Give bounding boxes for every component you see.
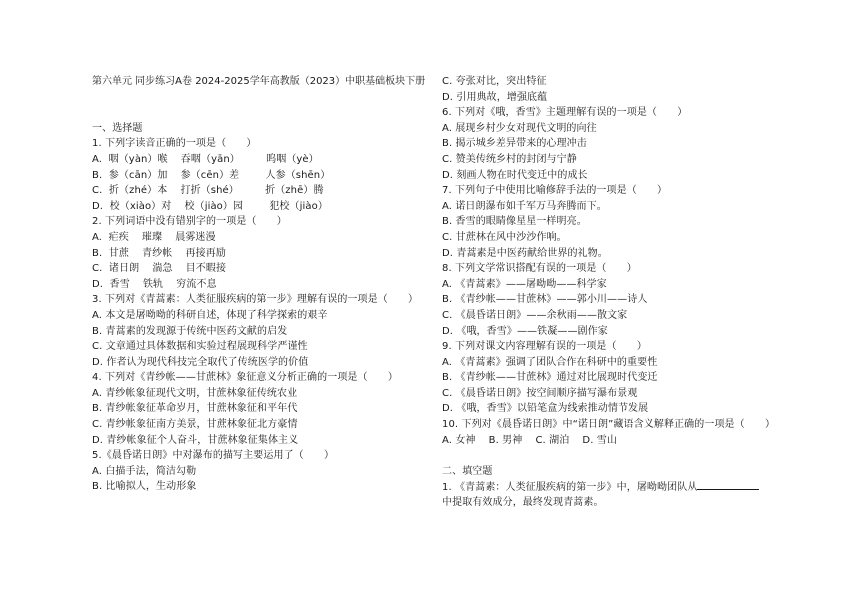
question-stem: 3. 下列对《青蒿素：人类征服疾病的第一步》理解有误的一项是（ ） [92, 294, 419, 306]
answer-option: A. 疟疾 璀璨 晨雾迷漫 [92, 231, 216, 243]
question-stem: 8. 下列文学常识搭配有误的一项是（ ） [442, 263, 637, 275]
fill-blank-text: 1. 《青蒿素：人类征服疾病的第一步》中，屠呦呦团队从 [442, 482, 698, 494]
answer-option: B. 青蒿素的发现源于传统中医药文献的启发 [92, 325, 288, 337]
answer-option: A. 白描手法，简洁勾勒 [92, 465, 197, 477]
answer-option: D. 作者认为现代科技完全取代了传统医学的价值 [92, 356, 309, 368]
left-column [92, 74, 430, 495]
answer-option: D. 《哦，香雪》——铁凝——剧作家 [442, 325, 608, 337]
answer-option: A. 青纱帐象征现代文明，甘蔗林象征传统农业 [92, 387, 298, 399]
answer-option: B. 香雪的眼睛像星星一样明亮。 [442, 216, 587, 228]
answer-option: C. 夸张对比，突出特征 [442, 76, 547, 87]
answer-option: D. 刻画人物在时代变迁中的成长 [442, 169, 588, 181]
answer-option: A. 《青蒿素》——屠呦呦——科学家 [442, 278, 607, 290]
question-stem: 9. 下列对课文内容理解有误的一项是（ ） [442, 341, 647, 353]
question-stem: 5.《晨昏诺日朗》中对瀑布的描写主要运用了（ ） [92, 450, 335, 462]
answer-option: B. 比喻拟人，生动形象 [92, 481, 197, 493]
answer-option: C. 折（zhé）本 打折（shé） 折（zhē）腾 [92, 185, 324, 197]
answer-option: B. 揭示城乡差异带来的心理冲击 [442, 138, 587, 150]
answer-option: B. 参（cān）加 参（cēn）差 人参（shēn） [92, 169, 331, 181]
question-stem: 1. 下列字读音正确的一项是（ ） [92, 138, 257, 150]
answer-option: B. 《青纱帐——甘蔗林》——郭小川——诗人 [442, 294, 648, 306]
question-stem: 7. 下列句子中使用比喻修辞手法的一项是（ ） [442, 185, 668, 197]
answer-option: C. 文章通过具体数据和实验过程展现科学严谨性 [92, 341, 308, 353]
answer-option: B. 青纱帐象征革命岁月，甘蔗林象征和平年代 [92, 403, 298, 415]
answer-option: D. 青蒿素是中医药献给世界的礼物。 [442, 247, 608, 259]
section-heading-fill-blank: 二、填空题 [442, 465, 493, 477]
question-stem: 10. 下列对《晨昏诺日朗》中“诺日朗”藏语含义解释正确的一项是（ ） [442, 419, 776, 431]
answer-option: D. 《哦，香雪》以铅笔盒为线索推动情节发展 [442, 403, 649, 415]
answer-option: A. 展现乡村少女对现代文明的向往 [442, 122, 597, 134]
document-title: 第六单元 同步练习A卷 2024-2025学年高教版（2023）中职基础板块下册 [92, 76, 426, 87]
question-stem: 2. 下列词语中没有错别字的一项是（ ） [92, 216, 287, 228]
answer-option: A. 诺日朗瀑布如千军万马奔腾而下。 [442, 200, 607, 212]
answer-option: D. 引用典故，增强底蕴 [442, 91, 548, 103]
answer-option: D. 校（xiào）对 校（jiào）园 犯校（jiào） [92, 200, 328, 212]
fill-blank-continuation: 中提取有效成分，最终发现青蒿素。 [442, 497, 604, 509]
section-heading-choice: 一、选择题 [92, 122, 143, 134]
answer-option: D. 香雪 铁轨 穷流不息 [92, 278, 217, 290]
answer-option: D. 青纱帐象征个人奋斗，甘蔗林象征集体主义 [92, 434, 299, 446]
spacer [92, 90, 430, 106]
answer-blank[interactable] [697, 479, 759, 490]
answer-option: B. 甘蔗 青纱帐 再接再励 [92, 247, 226, 259]
spacer [442, 448, 780, 464]
spacer [92, 105, 430, 121]
question-stem: 4. 下列对《青纱帐——甘蔗林》象征意义分析正确的一项是（ ） [92, 372, 398, 384]
answer-option: C. 《晨昏诺日朗》——余秋雨——散文家 [442, 309, 628, 321]
answer-option: B. 《青纱帐——甘蔗林》通过对比展现时代变迁 [442, 372, 658, 384]
answer-option: C. 青纱帐象征南方美景，甘蔗林象征北方豪情 [92, 419, 298, 431]
question-stem: 6. 下列对《哦，香雪》主题理解有误的一项是（ ） [442, 107, 688, 119]
answer-option: A. 女神 B. 男神 C. 湖泊 D. 雪山 [442, 434, 617, 446]
answer-option: A. 咽（yàn）喉 吞咽（yān） 呜咽（yè） [92, 153, 319, 165]
answer-option: C. 诸日朗 湍急 目不暇接 [92, 263, 227, 275]
answer-option: A. 本文是屠呦呦的科研自述，体现了科学探索的艰辛 [92, 309, 328, 321]
answer-option: C. 《晨昏诺日朗》按空间顺序描写瀑布景观 [442, 387, 638, 399]
answer-option: C. 赞美传统乡村的封闭与宁静 [442, 153, 577, 165]
right-column [442, 74, 780, 511]
fill-blank-question [442, 479, 780, 495]
answer-option: C. 甘蔗林在风中沙沙作响。 [442, 231, 567, 243]
answer-option: A. 《青蒿素》强调了团队合作在科研中的重要性 [442, 356, 658, 368]
